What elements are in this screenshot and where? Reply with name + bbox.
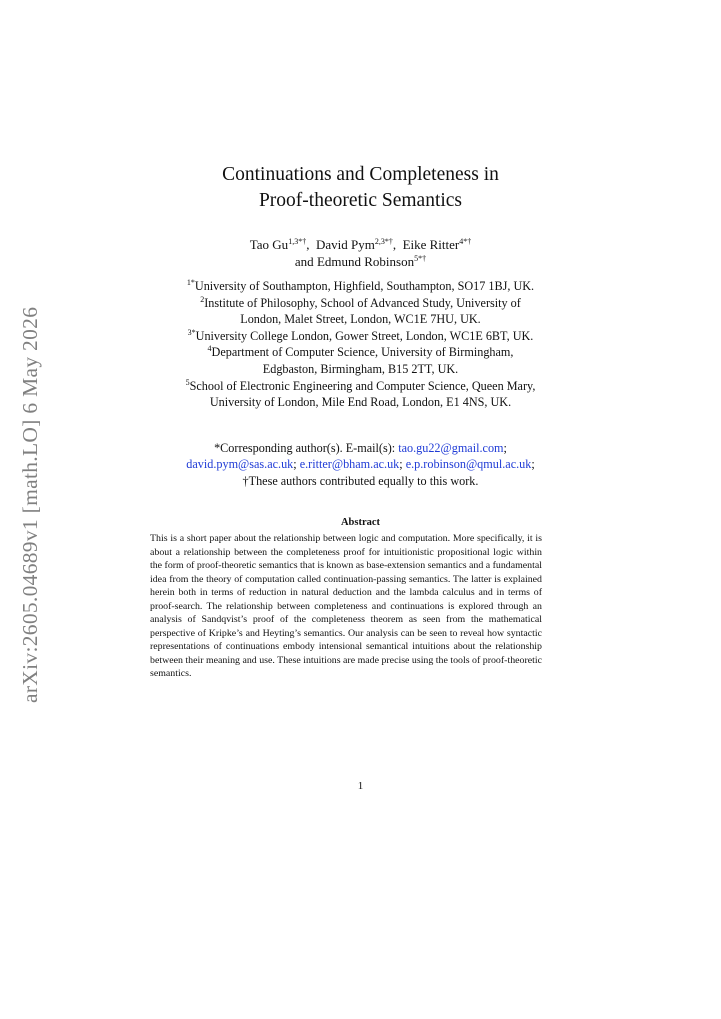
- author-sup: 5*†: [414, 254, 427, 263]
- authors-line-1: Tao $Gu^{1,3*\dagger}$, David Pym$^{2,3*\dagger}$, Eike Ritter$^{4*\dagger}$: [249, 237, 472, 252]
- authors-and: and: [294, 254, 314, 269]
- affiliation-sup: 4: [207, 344, 212, 354]
- email-link[interactable]: e.ritter@bham.ac.uk: [299, 457, 400, 472]
- affiliation-text: University of London, Mile End Road, London, E1 4NS, UK.: [209, 395, 512, 410]
- title-line-1: Continuations and Completeness in: [222, 164, 499, 185]
- corresponding-authors: [0, 440, 721, 489]
- email-link[interactable]: tao.gu22@gmail.com: [398, 441, 504, 455]
- author-sup: 1,3*†: [288, 237, 307, 246]
- email-link[interactable]: david.pym@sas.ac.uk: [186, 457, 294, 472]
- author-name: Edmund Robinson: [316, 254, 415, 269]
- affiliation-text: Department of Computer Science, University of Birmingham,: [211, 345, 514, 360]
- author-name: David Pym: [315, 237, 375, 252]
- author-list: [0, 236, 721, 270]
- author-sup: 2,3*†: [374, 237, 393, 246]
- affiliation-line: [0, 361, 721, 378]
- author-name: Tao Gu: [249, 237, 289, 252]
- affiliation-text: University College London, Gower Street, London, WC1E 6BT, UK.: [195, 328, 534, 343]
- page-number: 1: [357, 780, 364, 792]
- title-line-2: Proof-theoretic Semantics: [258, 190, 463, 211]
- affiliation-line: [0, 394, 721, 411]
- author-name: Eike Ritter: [402, 237, 460, 252]
- affiliation-text: Institute of Philosophy, School of Advanced Study, University of: [204, 295, 521, 310]
- affiliation-sup: 1*: [186, 278, 195, 287]
- abstract-heading: Abstract: [340, 517, 381, 528]
- affiliation-sup: 5: [185, 377, 190, 387]
- affiliations: [0, 278, 721, 411]
- abstract-body: This is a short paper about the relationship between logic and computation. More specifically, it is about a relationship between the completeness proof for intuitionistic propositional logic within the form of proof-theoretic semantics that is known as base-extension semantics and a fundamental idea from the theory of computation called continuation-passing semantics. The latter is explained herein both in terms of reduction in natural deduction and the lambda calculus and in terms of proof-search. The relationship between completeness and continuations is explored through an analysis of Sandqvist’s proof of the completeness theorem as seen from the mathematical perspective of Kripke’s and Heyting’s semantics. Our analysis can be seen to reveal how syntactic representations of continuations embody intensional semantical intuitions about the relationship between their meaning and use. These intuitions are made precise using the tools of proof-theoretic semantics.: [150, 533, 542, 679]
- affiliation-sup: 2: [200, 294, 205, 304]
- equal-contribution-note: †These authors contributed equally to this work.: [242, 473, 479, 488]
- affiliation-line: [0, 328, 721, 345]
- affiliation-text: University of Southampton, Highfield, Southampton, SO17 1BJ, UK.: [194, 279, 535, 293]
- affiliation-line: [0, 295, 721, 312]
- affiliation-line: [0, 344, 721, 361]
- affiliation-text: School of Electronic Engineering and Computer Science, Queen Mary,: [189, 378, 536, 393]
- corresponding-line-2: david.pym@sas.ac.uk; e.ritter@bham.ac.uk; e.p.robinson@qmul.ac.uk;: [186, 457, 535, 472]
- paper-title: [0, 162, 721, 214]
- corresponding-line-1: *Corresponding author(s). E-mail(s): tao.gu22@gmail.com;: [214, 441, 507, 455]
- affiliation-line: [0, 278, 721, 295]
- corresponding-prefix: *Corresponding author(s). E-mail(s):: [214, 441, 396, 455]
- affiliation-line: [0, 378, 721, 395]
- affiliation-line: [0, 311, 721, 328]
- arxiv-identifier-stamp: arXiv:2605.04689v1 [math.LO] 6 May 2026: [18, 306, 42, 703]
- affiliation-sup: 3*: [187, 327, 196, 337]
- author-sup: 4*†: [459, 237, 472, 246]
- authors-line-2: [0, 253, 721, 270]
- affiliation-text: Edgbaston, Birmingham, B15 2TT, UK.: [262, 361, 459, 376]
- affiliation-text: London, Malet Street, London, WC1E 7HU, UK.: [240, 312, 481, 327]
- email-link[interactable]: e.p.robinson@qmul.ac.uk: [405, 457, 532, 472]
